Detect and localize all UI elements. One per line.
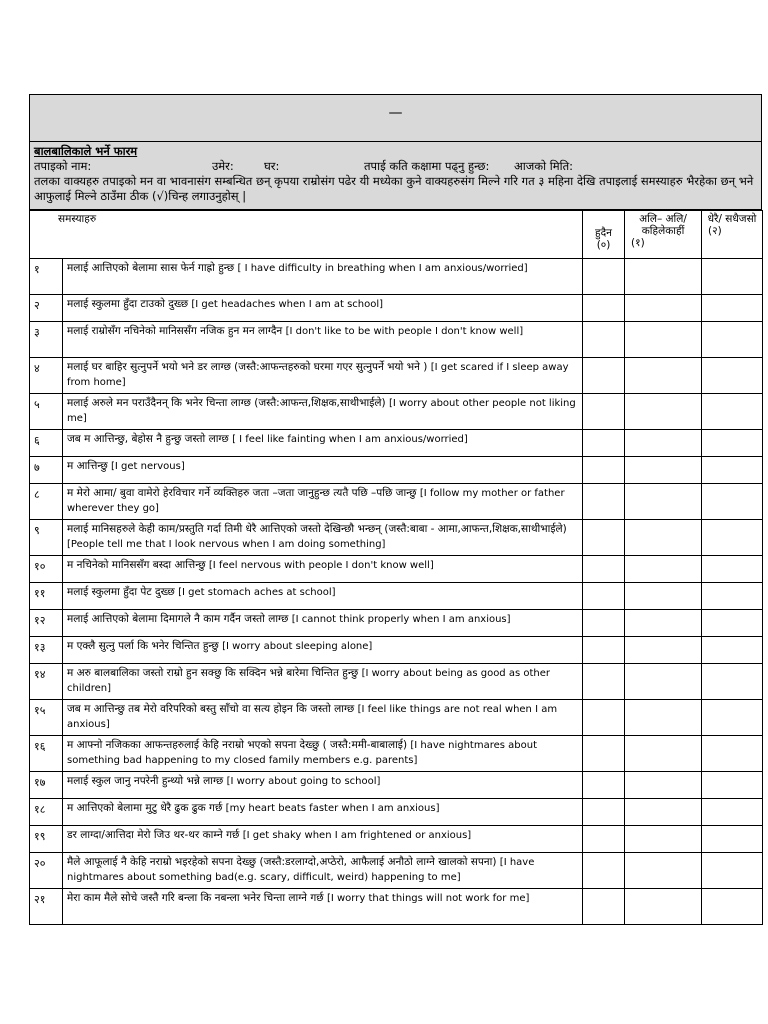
question-cell — [63, 772, 583, 799]
question-cell — [63, 556, 583, 583]
question-cell — [63, 610, 583, 637]
answer-cell-often[interactable] — [702, 700, 763, 736]
age-label: उमेर: — [212, 159, 234, 173]
question-cell — [63, 430, 583, 457]
answer-cell-sometimes[interactable] — [625, 736, 702, 772]
answer-cell-often[interactable] — [702, 520, 763, 556]
question-nepali: म अरु बालबालिका जस्तो राम्रो हुन सक्छु कि सक्दिन भन्ने बारेमा चिन्तित हुन्छु — [67, 667, 359, 679]
table-row — [30, 637, 763, 664]
answer-cell-often[interactable] — [702, 394, 763, 430]
question-nepali: डर लाग्दा/आत्तिदा मेरो जिउ थर-थर काम्ने गर्छ — [67, 829, 240, 841]
answer-cell-sometimes[interactable] — [625, 484, 702, 520]
table-row — [30, 457, 763, 484]
answer-cell-never[interactable] — [583, 322, 625, 358]
answer-cell-never[interactable] — [583, 700, 625, 736]
answer-cell-often[interactable] — [702, 736, 763, 772]
question-cell — [63, 358, 583, 394]
answer-cell-never[interactable] — [583, 295, 625, 322]
question-nepali: मलाई राम्रोसँग नचिनेको मानिससँग नजिक हुन मन लाग्दैन — [67, 325, 283, 337]
question-cell — [63, 853, 583, 889]
question-cell — [63, 637, 583, 664]
row-number: १२ — [30, 610, 63, 637]
option-header-often — [702, 211, 763, 259]
question-nepali: मलाई आत्तिएको बेलामा सास फेर्न गाह्रो हुन्छ — [67, 262, 235, 274]
table-row — [30, 583, 763, 610]
answer-cell-often[interactable] — [702, 322, 763, 358]
question-cell — [63, 664, 583, 700]
answer-cell-sometimes[interactable] — [625, 295, 702, 322]
row-number: २० — [30, 853, 63, 889]
row-number: १० — [30, 556, 63, 583]
row-number: १ — [30, 259, 63, 295]
table-row — [30, 322, 763, 358]
answer-cell-often[interactable] — [702, 583, 763, 610]
question-english: [I worry about sleeping alone] — [222, 641, 373, 652]
question-nepali: म एक्लै सुत्नु पर्ला कि भनेर चिन्तित हुन्छु — [67, 640, 219, 652]
question-english: [I feel nervous with people I don't know well] — [208, 560, 434, 571]
question-english: [I have nightmares about something bad happening to my closed family members e.g. parents] — [67, 740, 538, 766]
answer-cell-sometimes[interactable] — [625, 358, 702, 394]
row-number: १८ — [30, 799, 63, 826]
question-nepali: मलाई स्कुल जानु नपरेनी हुन्थ्यो भन्ने लाग्छ — [67, 775, 224, 787]
question-cell — [63, 826, 583, 853]
question-english: [ I feel like fainting when I am anxious/worried] — [232, 434, 468, 445]
question-cell — [63, 520, 583, 556]
table-row — [30, 889, 763, 925]
info-fields — [34, 159, 757, 174]
option-header-sometimes — [625, 211, 702, 259]
answer-cell-sometimes[interactable] — [625, 772, 702, 799]
row-number: ५ — [30, 394, 63, 430]
answer-cell-sometimes[interactable] — [625, 457, 702, 484]
question-english: [I worry about going to school] — [226, 776, 381, 787]
question-nepali: मलाई घर बाहिर सुत्नुपर्ने भयो भने डर लाग्छ (जस्तै:आफन्तहरुको घरमा गएर सुत्नुपर्ने भयो भने ) — [67, 361, 428, 373]
row-number: १३ — [30, 637, 63, 664]
answer-cell-often[interactable] — [702, 637, 763, 664]
question-nepali: म नचिनेको मानिससँग बस्दा आत्तिन्छु — [67, 559, 206, 571]
table-row — [30, 259, 763, 295]
question-english: [I feel like things are not real when I am anxious] — [67, 704, 558, 730]
question-nepali: मैले आफूलाई नै केहि नराम्रो भइरहेको सपना देख्छु (जस्तै:डरलाग्दो,अप्ठेरो, आफैलाई अनौठो लाग्ने खालको सपना) — [67, 856, 497, 868]
row-number: ९ — [30, 520, 63, 556]
table-row — [30, 700, 763, 736]
table-row — [30, 484, 763, 520]
answer-cell-never[interactable] — [583, 520, 625, 556]
questionnaire-sheet — [29, 94, 762, 925]
title-bar — [29, 94, 762, 142]
question-cell — [63, 889, 583, 925]
row-number: ४ — [30, 358, 63, 394]
answer-cell-sometimes[interactable] — [625, 664, 702, 700]
table-row — [30, 772, 763, 799]
table-row — [30, 295, 763, 322]
home-label: घर: — [264, 159, 280, 173]
question-cell — [63, 394, 583, 430]
question-english: [I follow my mother or father wherever they go] — [67, 488, 565, 514]
answer-cell-often[interactable] — [702, 457, 763, 484]
answer-cell-often[interactable] — [702, 295, 763, 322]
question-english: [I cannot think properly when I am anxious] — [291, 614, 511, 625]
question-cell — [63, 259, 583, 295]
question-nepali: मलाई आत्तिएको बेलामा दिमागले नै काम गर्दैन जस्तो लाग्छ — [67, 613, 289, 625]
question-english: [I worry about being as good as other children] — [67, 668, 550, 694]
answer-cell-never[interactable] — [583, 484, 625, 520]
answer-cell-often[interactable] — [702, 430, 763, 457]
answer-cell-sometimes[interactable] — [625, 637, 702, 664]
answer-cell-sometimes[interactable] — [625, 583, 702, 610]
symptom-table — [29, 210, 763, 925]
answer-cell-never[interactable] — [583, 556, 625, 583]
row-number: ८ — [30, 484, 63, 520]
answer-cell-sometimes[interactable] — [625, 394, 702, 430]
question-cell — [63, 457, 583, 484]
option-header-never — [583, 211, 625, 259]
question-cell — [63, 799, 583, 826]
date-label: आजको मिति: — [514, 159, 574, 173]
answer-cell-sometimes[interactable] — [625, 826, 702, 853]
answer-cell-often[interactable] — [702, 799, 763, 826]
table-row — [30, 853, 763, 889]
form-title: बालबालिकाले भर्ने फारम — [34, 144, 138, 158]
problems-header: समस्याहरु — [30, 211, 583, 259]
answer-cell-often[interactable] — [702, 772, 763, 799]
answer-cell-never[interactable] — [583, 637, 625, 664]
row-number: १६ — [30, 736, 63, 772]
row-number: ३ — [30, 322, 63, 358]
option-score: (०) — [596, 239, 611, 251]
answer-cell-never[interactable] — [583, 457, 625, 484]
question-english: [I don't like to be with people I don't know well] — [285, 326, 524, 337]
question-english: [I get headaches when I am at school] — [191, 299, 384, 310]
question-nepali: म आफ्नो नजिकका आफन्तहरुलाई केहि नराम्रो भएको सपना देख्छु ( जस्तै:ममी-बाबालाई) — [67, 739, 408, 751]
table-row — [30, 736, 763, 772]
answer-cell-often[interactable] — [702, 358, 763, 394]
table-row — [30, 826, 763, 853]
answer-cell-sometimes[interactable] — [625, 430, 702, 457]
question-nepali: म आत्तिएको बेलामा मुटु धेरै ढुक ढुक गर्छ — [67, 802, 223, 814]
answer-cell-never[interactable] — [583, 799, 625, 826]
answer-cell-never[interactable] — [583, 358, 625, 394]
option-label: हुदैन — [595, 227, 612, 239]
question-english: [I worry that things will not work for me] — [326, 893, 530, 904]
question-english: [ I have difficulty in breathing when I am anxious/worried] — [237, 263, 528, 274]
answer-cell-never[interactable] — [583, 430, 625, 457]
answer-cell-often[interactable] — [702, 889, 763, 925]
question-cell — [63, 295, 583, 322]
answer-cell-never[interactable] — [583, 259, 625, 295]
question-cell — [63, 484, 583, 520]
question-nepali: मलाई मानिसहरुले केही काम/प्रस्तुति गर्दा तिमी धेरै आत्तिएको जस्तो देखिन्छौ भन्छन् (जस्तै:बाबा - आमा,आफन्त,शिक्षक,साथीभाईले) — [67, 523, 567, 535]
answer-cell-never[interactable] — [583, 772, 625, 799]
answer-cell-sometimes[interactable] — [625, 799, 702, 826]
question-nepali: म आत्तिन्छु — [67, 460, 108, 472]
question-english: [I get scared if I sleep away from home] — [67, 362, 569, 388]
table-row — [30, 664, 763, 700]
answer-cell-often[interactable] — [702, 484, 763, 520]
info-section — [29, 142, 762, 210]
row-number: २ — [30, 295, 63, 322]
answer-cell-sometimes[interactable] — [625, 700, 702, 736]
class-label: तपाई कति कक्षामा पढ्नु हुन्छ: — [364, 159, 490, 173]
answer-cell-never[interactable] — [583, 394, 625, 430]
question-english: [I get shaky when I am frightened or anxious] — [242, 830, 472, 841]
question-english: [my heart beats faster when I am anxious] — [225, 803, 440, 814]
row-number: २१ — [30, 889, 63, 925]
question-nepali: मलाई स्कुलमा हुँदा टाउको दुख्छ — [67, 298, 189, 310]
question-nepali: मेरा काम मैले सोचे जस्तै गरि बन्ला कि नबन्ला भनेर चिन्ता लाग्ने गर्छ — [67, 892, 324, 904]
question-english: [I worry about other people not liking me] — [67, 398, 576, 424]
question-nepali: मलाई स्कुलमा हुँदा पेट दुख्छ — [67, 586, 175, 598]
answer-cell-sometimes[interactable] — [625, 556, 702, 583]
option-label: अलि– अलि/ कहिलेकाहीं — [639, 213, 687, 237]
answer-cell-sometimes[interactable] — [625, 889, 702, 925]
row-number: ११ — [30, 583, 63, 610]
question-english: [I get nervous] — [111, 461, 185, 472]
question-nepali: जब म आत्तिन्छु, बेहोस नै हुन्छु जस्तो लाग्छ — [67, 433, 229, 445]
question-nepali: म मेरो आमा/ बुवा वामेरो हेरविचार गर्ने व्यक्तिहरु जता –जता जानुहुन्छ त्यतै पछि –पछि जान्छु — [67, 487, 417, 499]
answer-cell-never[interactable] — [583, 583, 625, 610]
answer-cell-never[interactable] — [583, 736, 625, 772]
answer-cell-never[interactable] — [583, 826, 625, 853]
question-nepali: मलाई अरुले मन पराउँदैनन् कि भनेर चिन्ता लाग्छ (जस्तै:आफन्त,शिक्षक,साथीभाईले) — [67, 397, 386, 409]
answer-cell-often[interactable] — [702, 826, 763, 853]
answer-cell-often[interactable] — [702, 664, 763, 700]
answer-cell-sometimes[interactable] — [625, 853, 702, 889]
row-number: १४ — [30, 664, 63, 700]
answer-cell-often[interactable] — [702, 610, 763, 637]
table-header-row — [30, 211, 763, 259]
question-nepali: जब म आत्तिन्छु तब मेरो वरिपरिको बस्तु साँचो वा सत्य होइन कि जस्तो लाग्छ — [67, 703, 355, 715]
row-number: १७ — [30, 772, 63, 799]
table-row — [30, 520, 763, 556]
question-english: [I get stomach aches at school] — [178, 587, 336, 598]
row-number: १५ — [30, 700, 63, 736]
row-number: ७ — [30, 457, 63, 484]
answer-cell-never[interactable] — [583, 889, 625, 925]
name-label: तपाइको नाम: — [34, 159, 92, 173]
title-dash: — — [388, 105, 403, 121]
row-number: १९ — [30, 826, 63, 853]
option-score: (१) — [631, 237, 645, 249]
question-english: [People tell me that I look nervous when I am doing something] — [67, 539, 386, 550]
question-cell — [63, 736, 583, 772]
answer-cell-often[interactable] — [702, 259, 763, 295]
instructions: तलका वाक्यहरु तपाइको मन वा भावनासंग सम्बन्धित छन् कृपया राम्रोसंग पढेर यी मध्येका कुने वाक्यहरुसंग मिल्ने गरि गत ३ महिना देखि तपाइलाई समस्याहरु भैरहेका छन् भने आफुलाई मिल्ने ठाउँमा ठीक (√)चिन्ह लगाउनुहोस् | — [34, 174, 754, 203]
answer-cell-sometimes[interactable] — [625, 610, 702, 637]
table-row — [30, 799, 763, 826]
answer-cell-never[interactable] — [583, 664, 625, 700]
option-score: (२) — [708, 225, 722, 237]
table-row — [30, 394, 763, 430]
answer-cell-sometimes[interactable] — [625, 259, 702, 295]
answer-cell-never[interactable] — [583, 610, 625, 637]
question-cell — [63, 322, 583, 358]
answer-cell-often[interactable] — [702, 556, 763, 583]
row-number: ६ — [30, 430, 63, 457]
answer-cell-often[interactable] — [702, 853, 763, 889]
answer-cell-never[interactable] — [583, 853, 625, 889]
answer-cell-sometimes[interactable] — [625, 520, 702, 556]
question-cell — [63, 583, 583, 610]
question-cell — [63, 700, 583, 736]
table-row — [30, 556, 763, 583]
table-row — [30, 430, 763, 457]
answer-cell-sometimes[interactable] — [625, 322, 702, 358]
question-english: [I have nightmares about something bad(e.g. scary, difficult, weird) happening to me] — [67, 857, 535, 883]
option-label: धेरै/ सधैजसो — [707, 213, 757, 225]
table-row — [30, 358, 763, 394]
table-row — [30, 610, 763, 637]
